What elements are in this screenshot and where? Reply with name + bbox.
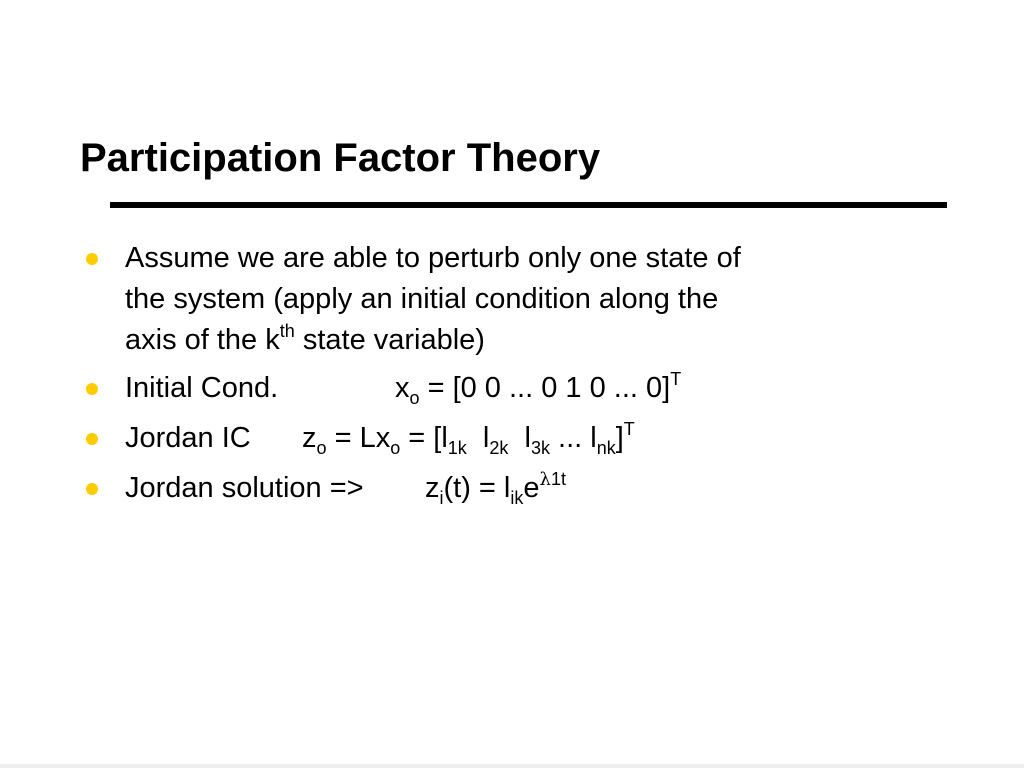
superscript: T	[623, 419, 635, 439]
subscript: 2k	[489, 438, 509, 458]
superscript: λ1t	[539, 469, 566, 490]
lambda-symbol: λ	[539, 469, 551, 490]
subscript: nk	[596, 438, 616, 458]
subscript: ik	[510, 488, 524, 508]
bullet-text: axis of the k	[125, 324, 280, 356]
bullet-label: Initial Cond.	[125, 372, 279, 404]
equation: $z_o = Lx_o = [l_{1k}$ $l_{2k}$ $l_{3k}$ ... $l_{nk}]^T$	[302, 419, 635, 458]
subscript: o	[390, 438, 401, 458]
bullet-label: Jordan solution =>	[125, 472, 364, 504]
subscript: o	[316, 438, 327, 458]
bullet-text-line	[125, 320, 485, 360]
equation: $z_i(t) = l_{ik}e^{\lambda 1t}$	[425, 469, 566, 508]
equation: $x_o = [0$ 0 ... 0 1 0 ... 0]$^T$	[395, 369, 682, 408]
superscript: th	[279, 321, 295, 341]
slide-title: Participation Factor Theory	[80, 136, 601, 180]
bullet-text: state variable)	[294, 324, 485, 356]
footer-divider	[0, 764, 1024, 768]
bullet-label: Jordan IC	[125, 422, 251, 454]
bullet-marker	[86, 253, 98, 265]
bullet-marker	[86, 433, 98, 445]
bullet-text: the system (apply an initial condition along the	[125, 283, 719, 315]
subscript: 3k	[530, 438, 550, 458]
bullet-text-line	[125, 238, 741, 278]
bullet-marker	[86, 383, 98, 395]
subscript: o	[409, 388, 420, 408]
subscript: i	[439, 488, 444, 508]
bullet-initial-cond	[125, 368, 682, 408]
superscript: T	[670, 369, 682, 389]
bullet-text-line	[125, 279, 718, 319]
bullet-jordan-ic	[125, 418, 635, 458]
subscript: 1k	[447, 438, 467, 458]
bullet-marker	[86, 483, 98, 495]
bullet-text: Assume we are able to perturb only one state of	[125, 242, 741, 274]
